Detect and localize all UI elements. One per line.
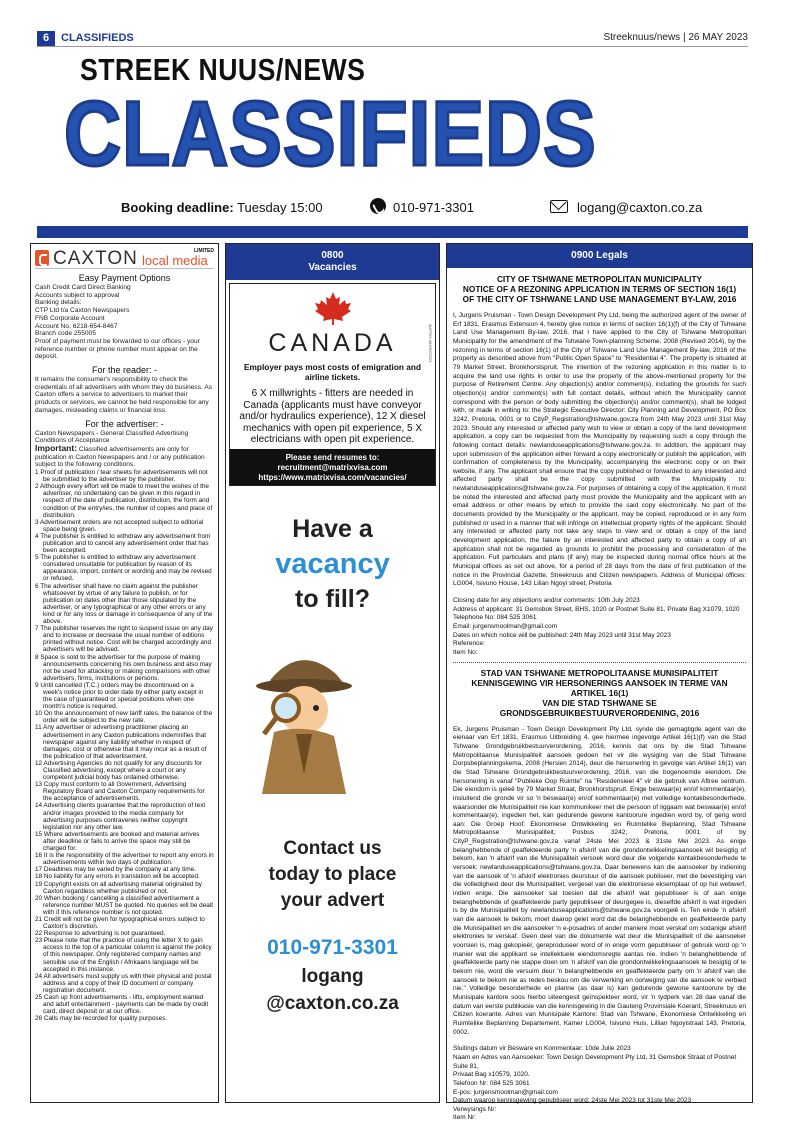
condition-item: 16 It is the responsibility of the advertiser to report any errors in advertisements within two days of publication.	[35, 852, 214, 867]
mail-icon	[550, 200, 568, 213]
condition-item: 15 Where advertisements are booked and material arrives after deadline or fails to arrive the space may still be charged for.	[35, 830, 200, 853]
condition-item: 11 Any advertiser or advertising practitioner placing an advertisement in any Caxton publications indemnifies that newspaper against any liability whether in respect of damages, cost or otherwise that it may incur as a result of the publication of that advertisement.	[35, 724, 207, 760]
condition-item: 22 Response to advertising is not guaranteed.	[35, 930, 166, 938]
legals-header: 0900 Legals	[447, 244, 752, 268]
af-detail-line: Datum waarop kennisgewing gepubliseer word: 24ste Mei 2023 tot 31ste Mei 2023	[453, 1097, 692, 1105]
vacancy-line-1: Have a	[292, 515, 373, 543]
canada-url-link[interactable]: https://www.matrixvisa.com/vacancies/	[258, 473, 407, 482]
en-detail-line: Telephone No: 084 525 3061	[453, 614, 537, 622]
caxton-conditions-column	[30, 243, 219, 1103]
deadline-label: Booking deadline:	[121, 200, 234, 215]
condition-item: 19 Copyright exists on all advertising material originated by Caxton regardless whether published or not.	[35, 880, 202, 895]
payment-line: Cash Credit Card Direct Banking	[35, 284, 131, 291]
important-label: Important:	[35, 442, 78, 453]
condition-item: 5 The publisher is entitled to withdraw any advertisement considered unsuitable for publication by reason of its appearance, import, content or wording and may be revised or refused.	[35, 554, 212, 583]
en-notice-body: I, Jurgens Pruisman - Town Design Development Pty Ltd, being the authorized agent of the owner of Erf 1831, Erasmus Extension 4, hereby give notice in terms of section 16(1)(f) of the City of Tshwane Land Use Management By-law, 2016, that I have applied to the City of Tshwane Metropolitan Municipality for the amendment of the Tshwane Town-planning Scheme, 2008 (Revised 2014), by the rezoning in terms of section 16(1) of the City of Tshwane Land Use Management By-law, 2016 of the property as described above from "Public Open Space" to "Residential 4". The property is situated at 79 Market Street, Bronkhorstspruit. The intention of the rezoning application in this matter is to acquire the land use rights in order to use the property of the above-mentioned property for the purpose of Retirement Centre. Any objection(s) and/or comment(s), including the grounds for such objection(s) and/or comment(s) with full contact details, without which the Municipality cannot correspond with the person or body submitting the objection(s) and/or comment(s), shall be lodged with, or made in writing to: the Strategic Executive Director: City Planning and Development, PO Box 3242, Pretoria, 0001 or to CityP_Registration@tshwane.gov.za from 24th May 2023 until 31st May 2023. Should any interested or affected party wish to view or obtain a copy of the land development application, a copy can be requested from the Municipality by requesting such a copy through the following contact details: newlanduseapplications@tshwane.gov.za. In addition, the applicant may upon submission of the application either forward a copy electronically or publish the application, with confirmation of completeness by the Municipality, accompanying the electronic copy or on their website, if any. The applicant shall ensure that the copy published or forwarded to any interested and affected party shall be the copy submitted with the Municipality to: newlanduseapplications@tshwane.gov.za. For purposes of obtaining a copy of the application, it must be noted the interested and affected party must provide the Municipality and the applicant with an email address or other means by which to provide the said copy electronically. No part of the documents provided by the Municipality or the applicant, may be copied, reproduced or in any form published or used in a manner that will infringe on intellectual property rights of the applicant. Should any interested or affected party not take any steps to view and or obtain a copy of the land development application, the failure by an interested and affected party to obtain a copy of an application shall not be regarded as grounds to prohibit the processing and consideration of the application. Full particulars and plans (if any) may be inspected during normal office hours at the Municipal offices as set out above, for a period of 28 days from the date of first publication of the notice in the Provincial Gazette, Streeknuus and Citizen newspapers. Address of Municipal offices: LG004, Isivuno House, 143 Lilian Ngoyi street, Pretoria	[453, 312, 746, 588]
en-detail-line: Item No:	[453, 648, 478, 656]
phone-icon	[370, 198, 386, 214]
canada-send-label: Please send resumes to:	[285, 453, 380, 462]
condition-item: 14 Advertising clients guarantee that the reproduction of text and/or images provided to the media company for advertising purposes contravenes neither copyright legislation nor any other law.	[35, 802, 206, 831]
vacancies-header	[226, 244, 439, 280]
condition-item: 20 When booking / cancelling a classified advertisement a reference number MUST be quoted. No queries will be dealt with if this reference number is not quoted.	[35, 894, 214, 916]
en-notice-details	[447, 597, 752, 658]
canada-email-link[interactable]: recruitment@matrixvisa.com	[277, 463, 388, 472]
en-detail-line: Reference:	[453, 640, 485, 648]
booking-phone[interactable]: 010-971-3301	[393, 200, 474, 215]
payment-options-title: Easy Payment Options	[78, 273, 171, 283]
condition-item: 3 Advertisement orders are not accepted subject to editorial space being given.	[35, 518, 204, 533]
canada-positions: 6 X millwrights - fitters are needed in Canada (applicants must have conveyor and/or hydraulics experience), 12 X diesel mechanics with open pit experience, 5 X electricians with open pit experience.	[239, 388, 426, 445]
af-detail-line: Privaat Bag x10579, 1020.	[453, 1071, 530, 1079]
masthead-subtitle: STREEK NUUS/NEWS	[80, 52, 366, 87]
af-notice-title-3: VAN DIE STAD TSHWANE SE GRONDSGEBRUIKBESTUURVERORDENING, 2016	[499, 697, 700, 718]
af-detail-line: Verwysings Nr:	[453, 1105, 497, 1113]
contact-line-1: Contact us	[283, 838, 382, 859]
canada-wordmark: CANADA	[268, 329, 397, 357]
condition-item: 1 Proof of publication / tear sheets for advertisements will not be submitted to the advertiser by the publisher.	[35, 469, 208, 484]
canada-side-credit: MATRIX MIGRATION	[428, 324, 433, 363]
condition-item: 6 The advertiser shall have no claim against the publisher whatsoever by virtue of any failure to publish, or for publication on dates other than those stipulated by the advertiser, or any typographical or any other errors or any kind or for any loss or damage in consequence of any of the above.	[35, 582, 213, 626]
caxton-local-media: local media	[142, 253, 208, 268]
important-text: Classified advertisements are only for publication in Caxton Newspapers and / or any publication subject to the following conditions.	[35, 445, 205, 469]
condition-item: 21 Credit will not be given for typographical errors subject to Caxton's discretion.	[35, 915, 205, 931]
vacancies-title: Vacancies	[308, 262, 357, 273]
condition-item: 17 Deadlines may be varied by the company at any time.	[35, 866, 196, 874]
condition-item: 10 On the announcement of new tariff rates, the balance of the order will be subject to the new rate.	[35, 710, 213, 725]
en-detail-line: Address of applicant: 31 Gemsbok Street, BHS, 1020 or Postnet Suite 81, Private Bag X1079, 1020	[453, 605, 740, 613]
en-detail-line: Dates on which notice will be published: 24th May 2023 until 31st May 2023	[453, 631, 671, 639]
contact-email-domain: @caxton.co.za	[266, 993, 399, 1014]
payment-line: Accounts subject to approval	[35, 291, 120, 299]
af-detail-line: Naam en Adres van Aansoeker: Town Design Development Pty Ltd, 31 Gemsbok Straat of Postnet Suite 81,	[453, 1053, 737, 1070]
advertiser-title: For the advertiser: -	[85, 418, 164, 429]
contact-email[interactable]	[226, 963, 439, 1017]
section-label: CLASSIFIEDS	[61, 32, 134, 44]
maple-leaf-icon	[313, 290, 353, 326]
vacancies-code: 0800	[321, 250, 344, 261]
caxton-logo	[35, 247, 214, 269]
reader-text: It remains the consumer's responsibility to check the credentials of all advertisers with whom they do business. As Caxton offers a service to advertisers to market their products or services, we cannot be held responsible for any damages, misleading claims or financial loss.	[35, 376, 213, 414]
condition-item: 26 Calls may be recorded for quality purposes.	[35, 1015, 168, 1023]
booking-deadline	[121, 200, 323, 215]
payment-line: CTP Ltd t/a Caxton Newspapers	[35, 307, 130, 315]
booking-email[interactable]: logang@caxton.co.za	[577, 200, 703, 215]
reader-title: For the reader: -	[91, 365, 158, 376]
condition-item: 23 Please note that the practice of using the letter X to gain access to the top of a particular column is against the policy of this newspaper. Only registered company names and sensible use of the English / Afrikaans language will be accepted in this instance.	[35, 937, 212, 973]
page-number: 6	[37, 31, 55, 46]
page-header	[37, 31, 748, 47]
detective-illustration-icon	[226, 624, 376, 799]
vacancy-question	[226, 512, 439, 616]
af-notice-body: Ek, Jurgens Pruisman - Town Design Development Pty Ltd, synde die gemagtigde agent van die eienaar van Erf 1831, Erasmus Uitbreiding 4, gee hiermee ingevolge Artikel 16(1)(f) van die Stad Tshwane Grondgebruikbestuurverordening, 2016, kennis dat ons by die Stad Tshwane Metropolitaanse Munisipaliteit aansoek gedoen het vir die wysiging van die Stad Tshwane Dorpsbeplanningskema, 2008 (Hersien 2014), deur die hersonering in gevolge van Artikel 16(1) van die Stad Tshwane Grondgebruikbestuurverordening, 2016, van die bogenoemde eiendom. Die hersonering is vanaf "Publieke Oop Ruimte" na "Residensieel 4" vir die gebruik van Aftree sentrum. Die eiendom is geleë by 79 Market Straat, Bronkhorstspruit. Enige beswaar(e) en/of kommentaar(e), insluitend die gronde vir so 'n beswaar(e) en/of kommentaar(e) met volledige kontakbesonderhede, waarsonder die Munisipaliteit nie kan kommunikeer met die persoon of liggaam wat beswaar(e) en/of kommentaar(e), ingedien het, kan gedurende gewone kantoorure ingedien word by, of gerig word aan: Die Groep Hoof: Ekonomiese Ontwikkeling en Ruimtelike Beplanning, Stad Tshwane Metropolitaanse Munisipaliteit, Posbus 3242, Pretoria, 0001 of by CityP_Registration@tshwane.gov.za vanaf 24ste Mei 2023 & 31ste Mei 2023. As enige belanghebbende of geaffekteerde party 'n afskrif van die grondontwikkelingsaansoek wil besigtig of bekom, kan 'n afskrif van die Munisipaliteit versoek word deur die volgende kontakbesonderhede te versoek: newlanduseapplications@tshwane.gov.za. Daar benewens kan die aansoeker by indiening van die aansoek of 'n afskrif elektronies deurstuur of die aansoek publiseer, met die bevestiging van die volledigheid deur die Munisipaliteit, vergesel van die elektroniese eksemplaar of op hul webwerf, indien enige. Die aansoeker sal toesien dat die afskrif wat gepubliseer is of aan enige belanghebbende of geaffekteerde party gepubliseer of deurgegee is, dieselfde afskrif is wat ingedien is by die Munisipaliteit by newlanduseapplications@tshwane.gov.za voorgelê is. Ten einde 'n afskrif van die aansoek te bekom, moet daarop gelet word dat die belanghebbende en geaffekteerde party die Munisipaliteit en die aansoeker 'n e-posadres of ander maniere moet verskaf om sodanige afskrif elektronies te verskaf. Geen deel van die dokumente wat deur die Munisipaliteit of die aansoeker voorsien is, mag gekopieër, gereproduseer word of in enige vorm gepubliseer of gebruik word op 'n manier wat die applikant se intellektuele eiendomsregte aantas nie. Indien 'n belanghebbende of geaffekteerde party nie stappe doen om 'n afskrif van die grondontwikkelingsaansoek te besigtig of te bekom nie, word die versuim deur 'n belanghebbende en geaffekteerde party om 'n afskrif van die aansoek te bekom nie as redes beskou om die verwerking en oorweging van die aansoek te verbied nie." Volledige besonderhede en planne (as daar is) kan gedurende gewone kantoorure by die Munisipale kantore soos hierbo uiteengesit geïnspekteer word, vir 'n tydperk van 28 dae vanaf die datum van eerste publikasie van die kennisgewing in die Gauteng Provinsiale Koerant, Streeknuus en Citizen koerante. Adres van Munisipale Kantore: Stad van Tshwane, Ekonomiese Ontwikkeling en Ruimtelike Beplanning Departement, Kamer LG004, Isivuno Huis, Lillian Ngoyistraat 143, Pretoria, 0002.	[453, 725, 746, 1036]
deadline-value: Tuesday 15:00	[237, 200, 323, 215]
contact-line-3: your advert	[280, 890, 385, 911]
caxton-name: CAXTON	[53, 248, 138, 269]
condition-item: 18 No liability for any errors in translation will be accepted.	[35, 873, 200, 881]
canada-contact-bar	[230, 449, 435, 485]
caxton-c-icon	[35, 250, 49, 266]
condition-item: 4 The publisher is entitled to withdraw any advertisement from publication and to cancel any advertisement order that has been accepted.	[35, 532, 211, 555]
af-detail-line: Sluitings datum vir Besware en Kommentaar: 10de Julie 2023	[453, 1045, 631, 1053]
dateline: Streeknuus/news | 26 MAY 2023	[603, 32, 748, 43]
booking-info-row	[37, 198, 748, 220]
legals-column	[446, 243, 753, 1122]
en-notice-title-2: NOTICE OF A REZONING APPLICATION IN TERMS OF SECTION 16(1)	[462, 284, 737, 294]
vacancy-line-2: vacancy	[275, 548, 390, 580]
canada-job-ad	[229, 283, 436, 486]
condition-item: 7 The publisher reserves the right to suspend issue on any day and to increase or decrease the usual number of editions printed without notice. Cost will be charged accordingly and advertisers will be advised.	[35, 625, 213, 654]
en-notice-title-1: CITY OF TSHWANE METROPOLITAN MUNICIPALITY	[496, 274, 703, 284]
condition-item: 13 Copy must conform to all Government, Advertising Regulatory Board and Caxton Company requirements for the acceptance of advertisements.	[35, 781, 205, 803]
af-notice-details	[447, 1045, 752, 1123]
condition-item: 8 Space is sold to the advertiser for the purpose of making announcements concerning his own business and also may not be used for attacking or making comparisons with other advertisers, firms, institutions or persons.	[35, 653, 212, 682]
payment-line: Proof of payment must be forwarded to our offices - your reference number or phone number must appear on the deposit.	[35, 337, 200, 361]
en-detail-line: Email: jurgensmoolman@gmail.com	[453, 622, 558, 630]
payment-line: FNB Corporate Account	[35, 314, 105, 322]
af-detail-line: E-pos: jurgensmoolman@gmail.com	[453, 1088, 558, 1096]
conditions-list	[35, 469, 214, 1022]
caxton-limited: LIMITED	[194, 248, 214, 254]
payment-line: Branch code 255005	[35, 330, 96, 338]
payment-line: Account No. 6218-654-8467	[35, 322, 118, 330]
condition-item: 2 Although every effort will be made to meet the wishes of the advertiser, no undertaking can be given in this regard in respect of the date of publication, distribution, the form and condition of the entry/ies, the number of copies and place of distribution.	[35, 483, 213, 519]
canada-employer-note: Employer pays most costs of emigration and airline tickets.	[243, 362, 422, 382]
af-notice-title-2: KENNISGEWING VIR HERSONERINGS AANSOEK IN TERME VAN ARTIKEL 16(1)	[471, 677, 728, 698]
vacancy-line-3: to fill?	[295, 585, 370, 613]
vacancies-column	[225, 243, 440, 1103]
condition-item: 24 All advertisers must supply us with their physical and postal address and a copy of their ID document or company registration document.	[35, 972, 212, 994]
important-note	[35, 442, 214, 469]
masthead-title: CLASSIFIEDS	[64, 83, 597, 185]
af-notice-title-1: STAD VAN TSHWANE METROPOLITAANSE MUNISIPALITEIT	[480, 667, 719, 678]
contact-phone[interactable]: 010-971-3301	[267, 936, 398, 959]
en-notice-title-3: OF THE CITY OF TSHWANE LAND USE MANAGEMENT BY-LAW, 2016	[462, 294, 737, 304]
af-detail-line: Item Nr:	[453, 1114, 477, 1122]
condition-item: 12 Advertising Agencies do not qualify for any discounts for Classified advertising, except where a court or any competent judicial body has ordained otherwise.	[35, 759, 202, 782]
contact-email-user: logang	[301, 966, 364, 987]
payment-line: Banking details:	[35, 299, 82, 307]
af-detail-line: Telefoon Nr: 084 525 3061	[453, 1079, 530, 1087]
condition-item: 25 Cash up front advertisements - lifts, employment wanted and adult entertainment - payments can be made by credit card, direct deposit or at our office.	[35, 994, 209, 1016]
contact-line-2: today to place	[268, 864, 397, 885]
condition-item: 9 Until cancelled (T.C.) orders may be discontinued on a week's notice prior to order date by either party except in the case of guaranteed or special positions when one month's notice is required.	[35, 681, 204, 711]
header-divider-bar	[37, 226, 748, 238]
advertiser-text: Caxton Newspapers - General Classified Advertising Conditions of Acceptance	[35, 429, 189, 445]
contact-prompt	[226, 836, 439, 914]
en-detail-line: Closing date for any objections and/or comments: 10th July 2023	[453, 597, 640, 604]
